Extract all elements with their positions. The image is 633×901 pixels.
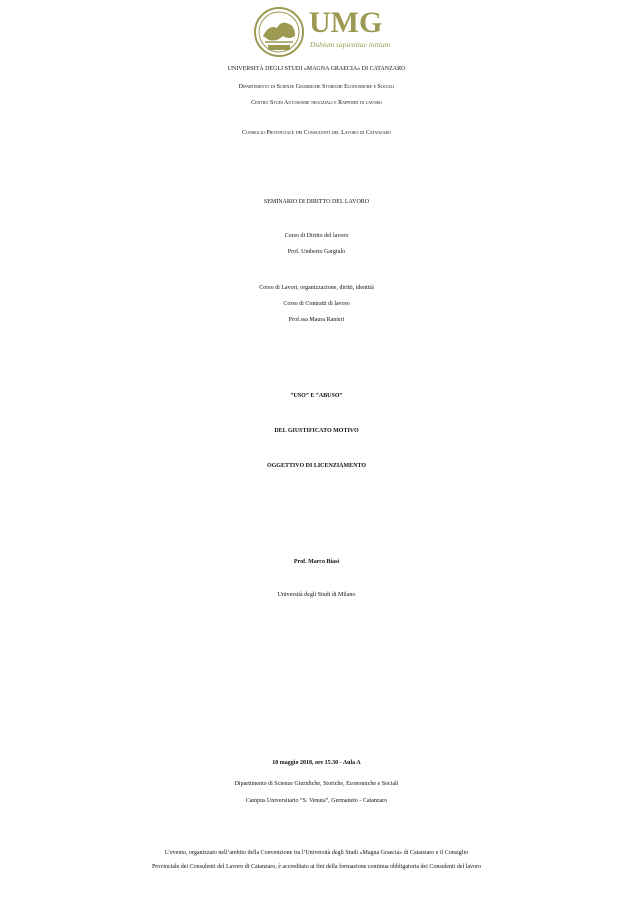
- logo-wordmark: UMG: [309, 6, 383, 39]
- course-1-professor: Prof. Umberto Gargiulo: [287, 249, 346, 255]
- speaker-name: Prof. Marco Biasi: [293, 559, 340, 565]
- speaker-affiliation: Università degli Studi di Milano: [277, 592, 356, 598]
- event-location-department: Dipartimento di Scienze Giuridiche, Storiche, Economiche e Sociali: [234, 781, 399, 787]
- university-logo: [253, 6, 390, 58]
- research-centre-name: Centro Studi Autonomie negoziali e Rapporti di lavoro: [251, 100, 382, 106]
- course-3-name: Corso di Contratti di lavoro: [283, 301, 350, 307]
- talk-title-line-3: OGGETTIVO DI LICENZIAMENTO: [266, 463, 367, 469]
- course-2-name: Corso di Lavori, organizzazione, diritti, identità: [259, 285, 374, 291]
- logo-motto: Dubium sapientiae initium: [310, 40, 390, 49]
- seal-icon: [253, 6, 305, 58]
- accreditation-note-line-2: Provinciale dei Consulenti del Lavoro di Catanzaro, è accreditato ai fini della formazione continua obbligatoria dei Consulenti del lavoro: [151, 864, 482, 870]
- university-name: UNIVERSITÀ DEGLI STUDI «MAGNA GRAECIA» DI CATANZARO: [227, 66, 406, 72]
- event-location-campus: Campus Universitario “S. Venuta”, Germaneto - Catanzaro: [245, 798, 388, 804]
- department-name: Dipartimento di Scienze Giuridiche Storiche Economiche e Sociali: [238, 84, 395, 90]
- accreditation-note-line-1: L’evento, organizzato nell’ambito della Convenzione tra l’Università degli Studi «Magna Graecia» di Catanzaro e il Consiglio: [164, 850, 469, 856]
- seminar-title: SEMINARIO DI DIRITTO DEL LAVORO: [263, 199, 370, 205]
- council-name: Consiglio Provinciale dei Consulenti del Lavoro di Catanzaro: [242, 130, 391, 136]
- talk-title-line-1: “USO” E “ABUSO”: [290, 393, 343, 399]
- talk-title-line-2: DEL GIUSTIFICATO MOTIVO: [274, 428, 359, 434]
- course-2-3-professor: Prof.ssa Maura Ranieri: [288, 317, 345, 323]
- event-datetime: 10 maggio 2018, ore 15.30 - Aula A: [272, 760, 361, 766]
- course-1-name: Corso di Diritto del lavoro: [284, 233, 349, 239]
